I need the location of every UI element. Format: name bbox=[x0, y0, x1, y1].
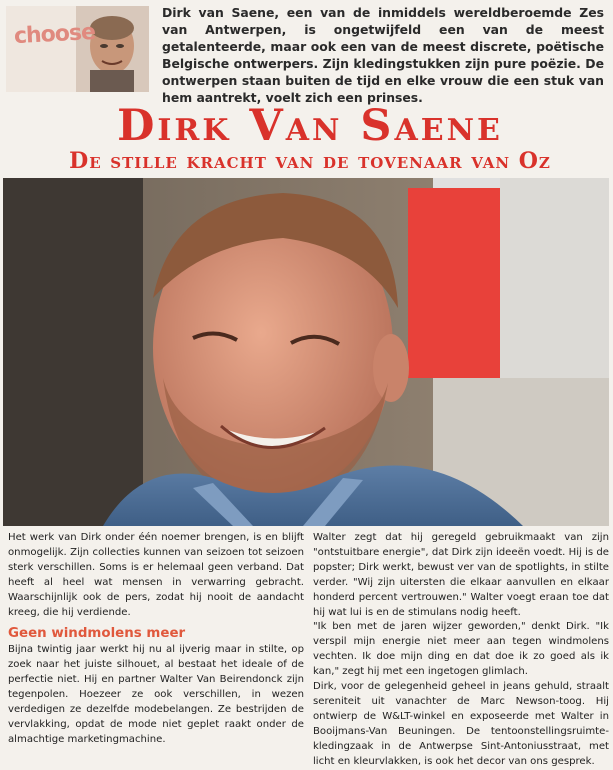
header-thumbnail bbox=[6, 6, 149, 92]
right-column bbox=[313, 531, 609, 770]
left-paragraph-1: Het werk van Dirk onder één noemer brengen, is en blijft onmogelijk. Zijn collecties kunnen van seizoen tot seizoen sterk verschillen. Soms is er helemaal geen verband. Dat heeft al heel wat mensen in verwarring gebracht. Waarschijnlijk ook de pers, zodat hij nooit de aandacht kreeg, die hij verdiende. bbox=[8, 532, 304, 618]
portrait-photo-image bbox=[3, 178, 609, 526]
portrait-photo bbox=[3, 178, 609, 526]
left-column bbox=[8, 531, 304, 748]
left-paragraph-2: Bijna twintig jaar werkt hij nu al ijverig maar in stilte, op zoek naar het juiste silhouet, al bestaat het ideale of de perfectie niet. Hij en partner Walter Van Beirendonck zijn tegenpolen. Hoezeer ze ook verschillen, in wezen verdedigen ze dezelfde modebelangen. Ze bestrijden de vervlakking, opdat de mode niet geplet raakt onder de almachtige marketingmachine. bbox=[8, 644, 304, 745]
right-paragraph-3: Dirk, voor de gelegenheid geheel in jeans gehuld, straalt sereniteit uit vanachter de Marc Newson-toog. Hij ontwierp de W&LT-winkel en exposeerde met Walter in Booijmans-Van Beuningen. De tentoonstellingsruimte-kledingzaak in de Antwerpse Sint-Antoniusstraat, met licht en kleurvlakken, is ook het decor van ons gesprek. bbox=[313, 681, 609, 767]
intro-paragraph: Dirk van Saene, een van de inmiddels wereldberoemde Zes van Antwerpen, is ongetwijfeld een van de meest getalenteerde, maar ook een van de meest discrete, poëtische Belgische ontwerpers. Zijn kledingstukken zijn pure poëzie. De ontwerpen staan buiten de tijd en elke vrouw die een stuk van hem aantrekt, voelt zich een prinses. bbox=[162, 5, 604, 105]
header-thumbnail-image bbox=[6, 6, 149, 92]
article-subtitle: De stille kracht van de tovenaar van Oz bbox=[69, 148, 551, 174]
choose-label: choose bbox=[13, 19, 96, 50]
right-paragraph-2: "Ik ben met de jaren wijzer geworden," denkt Dirk. "Ik verspil mijn energie niet meer aan tegen windmolens vechten. Ik doe mijn ding en dat doe ik zo goed als ik kan," zegt hij met een ingetogen glimlach. bbox=[313, 621, 609, 678]
right-paragraph-1: Walter zegt dat hij geregeld gebruikmaakt van zijn "ontstuitbare energie", dat Dirk zijn ideeën voedt. Hij is de popster; Dirk werkt, bewust ver van de spotlights, in stilte verder. "Wij zijn uitersten die elkaar aanvullen en elkaar honderd percent vertrouwen." Walter voegt eraan toe dat hij wat lui is en de stimulans nodig heeft. bbox=[313, 532, 609, 618]
article-title: Dirk Van Saene bbox=[117, 101, 503, 151]
section-subheading: Geen windmolens meer bbox=[8, 626, 186, 642]
